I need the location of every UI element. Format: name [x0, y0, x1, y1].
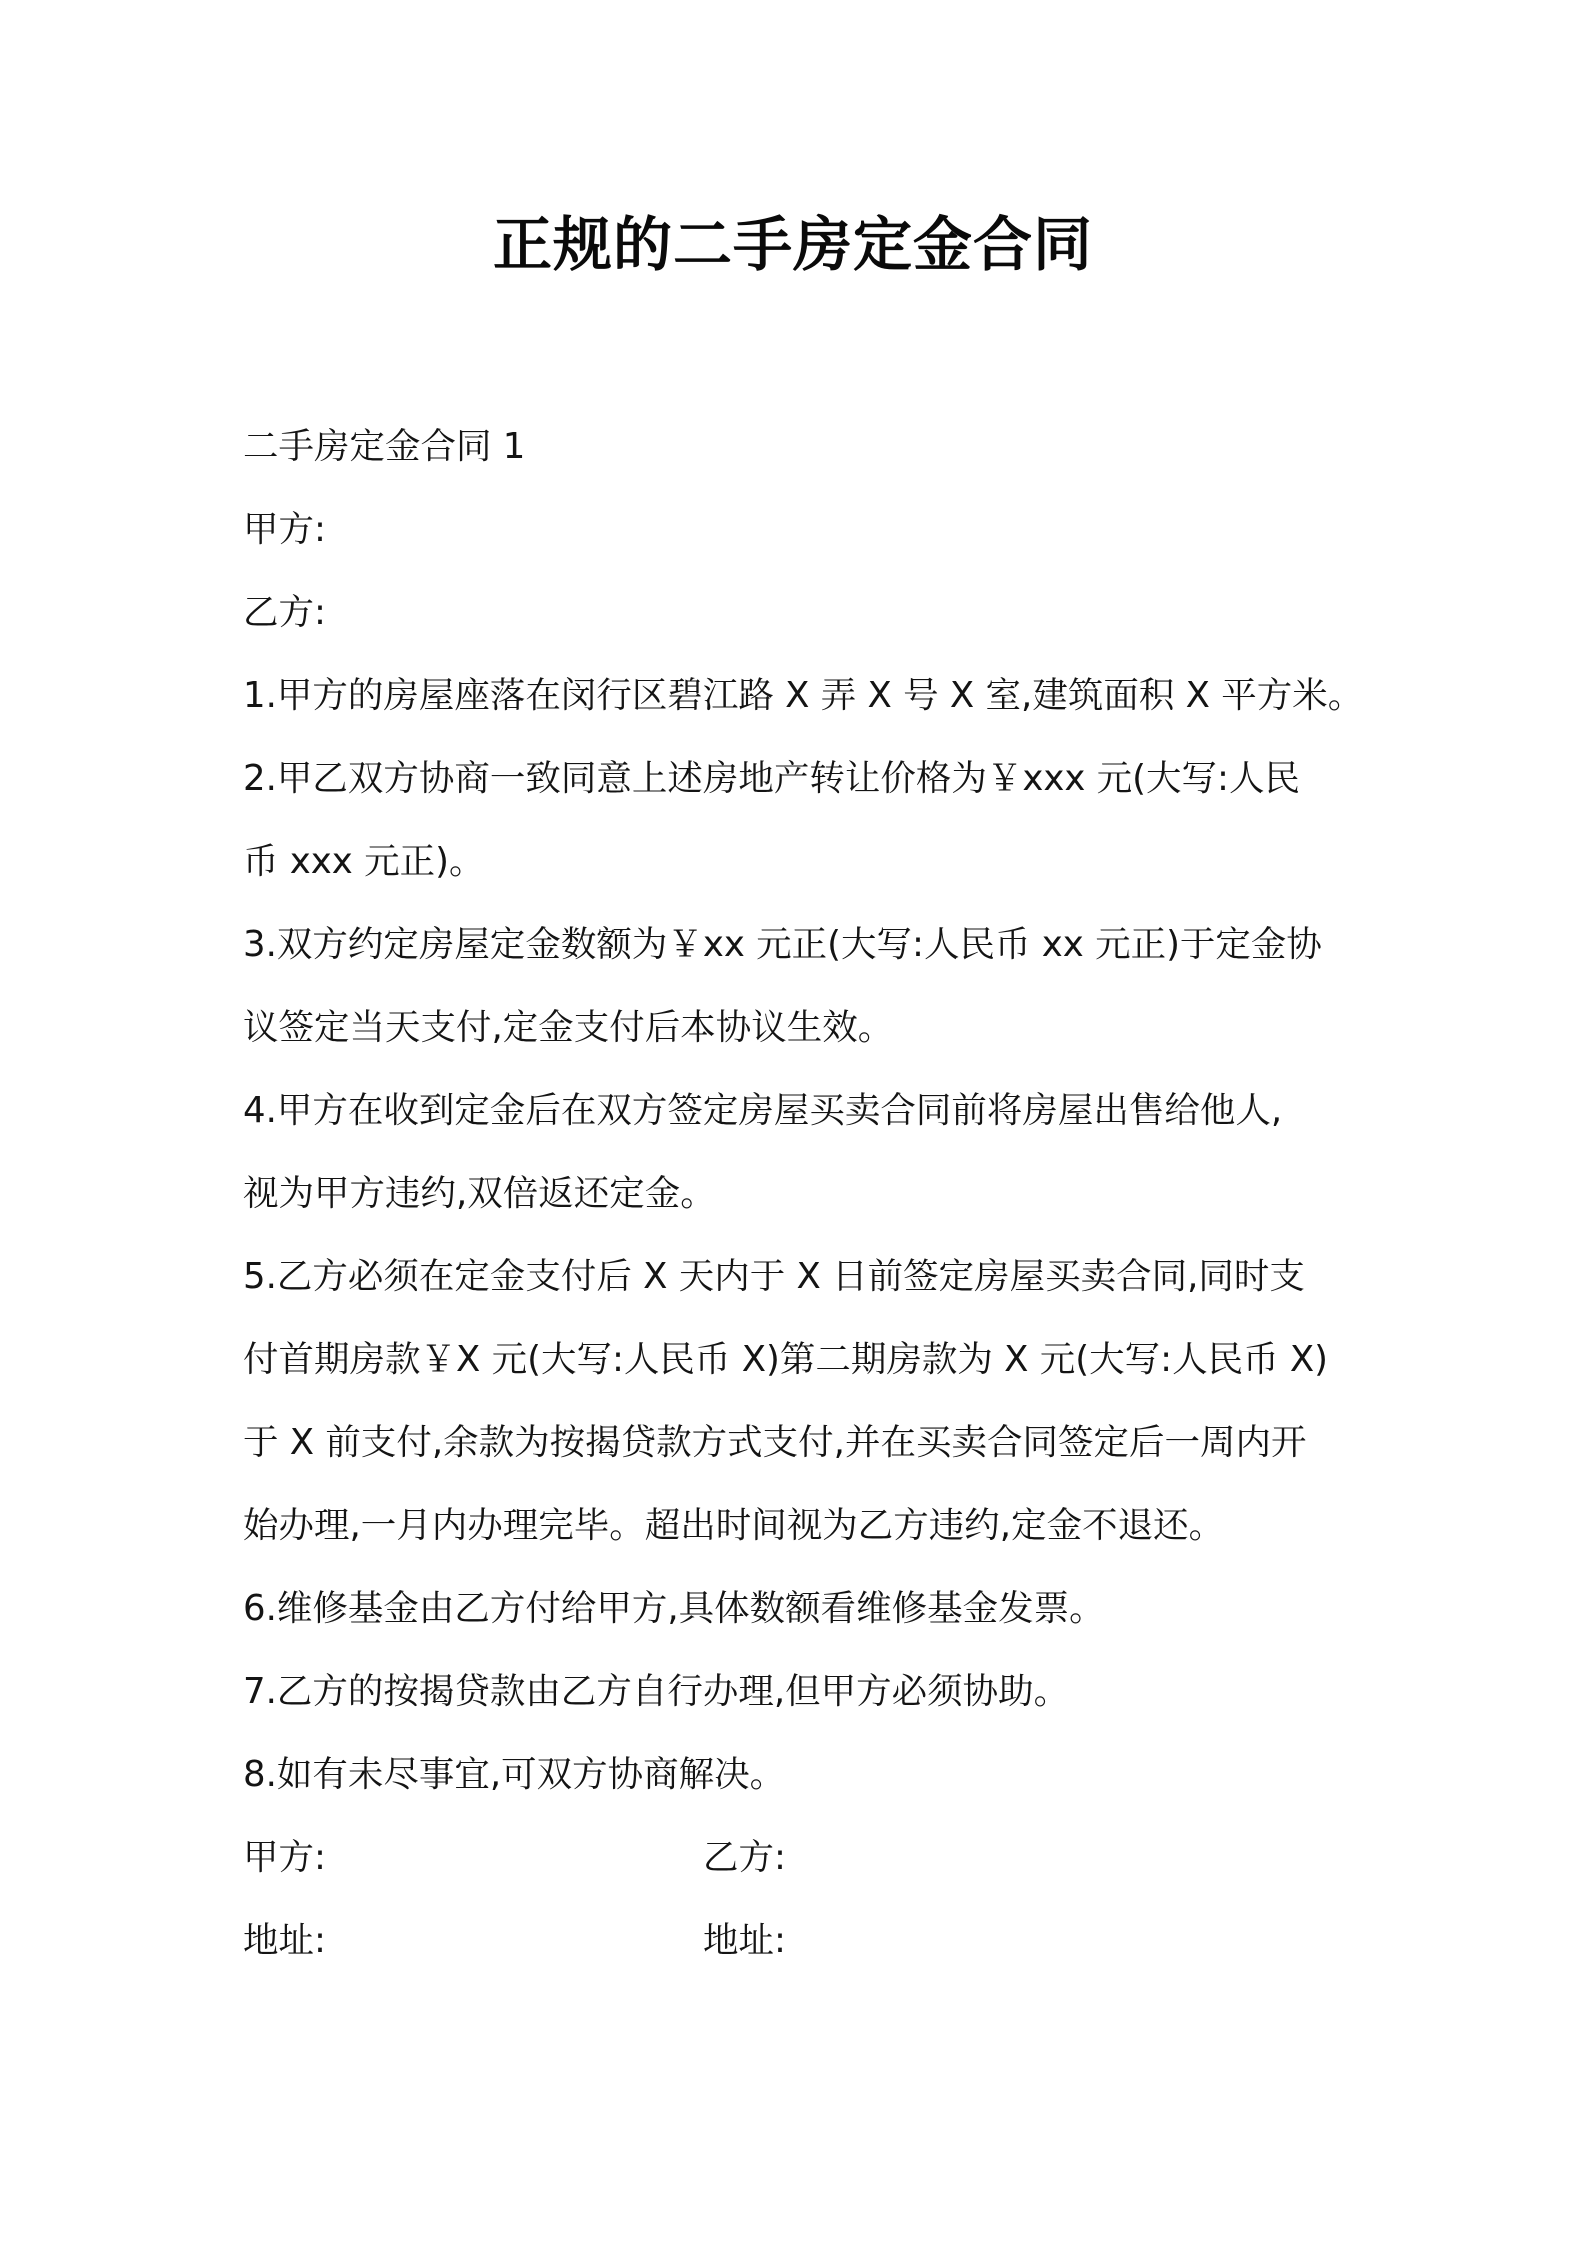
clause-line: 2.甲乙双方协商一致同意上述房地产转让价格为￥xxx 元(大写:人民 [243, 758, 1300, 799]
clause-line: 议签定当天支付,定金支付后本协议生效。 [243, 1007, 894, 1048]
clause-line: 8.如有未尽事宜,可双方协商解决。 [243, 1754, 786, 1795]
clause-line: 付首期房款￥X 元(大写:人民币 X)第二期房款为 X 元(大写:人民币 X) [243, 1339, 1329, 1380]
clause-line: 始办理,一月内办理完毕。超出时间视为乙方违约,定金不退还。 [243, 1505, 1225, 1546]
document-title: 正规的二手房定金合同 [492, 210, 1093, 279]
clause-line: 于 X 前支付,余款为按揭贷款方式支付,并在买卖合同签定后一周内开 [243, 1422, 1307, 1463]
signature-address-b: 地址: [703, 1920, 786, 1961]
document-body [243, 405, 1373, 1982]
clause-line: 视为甲方违约,双倍返还定金。 [243, 1173, 716, 1214]
clause-line: 5.乙方必须在定金支付后 X 天内于 X 日前签定房屋买卖合同,同时支 [243, 1256, 1305, 1297]
party-a-label: 甲方: [243, 509, 326, 550]
signature-row-party [243, 1816, 1373, 1899]
clause-line: 6.维修基金由乙方付给甲方,具体数额看维修基金发票。 [243, 1588, 1105, 1629]
contract-subtitle: 二手房定金合同 1 [243, 426, 526, 467]
clause-line: 7.乙方的按揭贷款由乙方自行办理,但甲方必须协助。 [243, 1671, 1070, 1712]
signature-address-a: 地址: [243, 1920, 326, 1961]
signature-row-address [243, 1899, 1373, 1982]
clause-line: 3.双方约定房屋定金数额为￥xx 元正(大写:人民币 xx 元正)于定金协 [243, 924, 1322, 965]
signature-party-b: 乙方: [703, 1837, 786, 1878]
clause-line: 币 xxx 元正)。 [243, 841, 485, 882]
signature-party-a: 甲方: [243, 1837, 326, 1878]
clause-line: 4.甲方在收到定金后在双方签定房屋买卖合同前将房屋出售给他人, [243, 1090, 1283, 1131]
clause-line: 1.甲方的房屋座落在闵行区碧江路 X 弄 X 号 X 室,建筑面积 X 平方米。 [243, 675, 1364, 716]
party-b-label: 乙方: [243, 592, 326, 633]
